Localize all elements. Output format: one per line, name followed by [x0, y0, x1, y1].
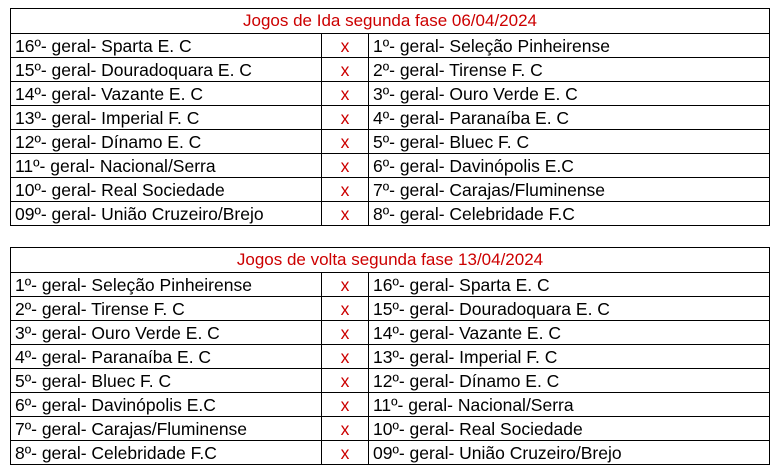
match-row [11, 321, 769, 345]
away-team: 5º- geral- Bluec F. C [369, 130, 770, 154]
match-row [11, 178, 769, 202]
versus-separator: x [322, 297, 369, 321]
match-row [11, 393, 769, 417]
home-team: 16º- geral- Sparta E. C [11, 34, 322, 58]
away-team: 2º- geral- Tirense F. C [369, 58, 770, 82]
home-team: 13º- geral- Imperial F. C [11, 106, 322, 130]
match-row [11, 297, 769, 321]
home-team: 5º- geral- Bluec F. C [11, 369, 322, 393]
match-row [11, 202, 769, 226]
second-leg-table [10, 247, 770, 465]
first-leg-matches [11, 34, 769, 225]
home-team: 10º- geral- Real Sociedade [11, 178, 322, 202]
first-leg-table [10, 8, 770, 226]
match-row [11, 82, 769, 106]
versus-separator: x [322, 321, 369, 345]
home-team: 12º- geral- Dínamo E. C [11, 130, 322, 154]
match-row [11, 34, 769, 58]
away-team: 6º- geral- Davinópolis E.C [369, 154, 770, 178]
away-team: 1º- geral- Seleção Pinheirense [373, 35, 610, 56]
versus-separator: x [322, 178, 369, 202]
home-team: 4º- geral- Paranaíba E. C [11, 345, 322, 369]
home-team: 14º- geral- Vazante E. C [11, 82, 322, 106]
away-team: 10º- geral- Real Sociedade [369, 417, 770, 441]
match-row [11, 130, 769, 154]
match-row [11, 106, 769, 130]
away-team: 16º- geral- Sparta E. C [373, 274, 550, 295]
away-team: 09º- geral- União Cruzeiro/Brejo [369, 441, 770, 465]
versus-separator: x [322, 417, 369, 441]
home-team: 8º- geral- Celebridade F.C [11, 441, 322, 465]
versus-separator: x [322, 202, 369, 226]
match-row [11, 417, 769, 441]
versus-separator: x [322, 393, 369, 417]
home-team: 15º- geral- Douradoquara E. C [11, 58, 322, 82]
away-team: 7º- geral- Carajas/Fluminense [369, 178, 770, 202]
home-team: 7º- geral- Carajas/Fluminense [11, 417, 322, 441]
second-leg-title: Jogos de volta segunda fase 13/04/2024 [11, 248, 769, 273]
home-team: 3º- geral- Ouro Verde E. C [11, 321, 322, 345]
versus-separator: x [322, 58, 369, 82]
away-team: 14º- geral- Vazante E. C [369, 321, 770, 345]
second-leg-matches [11, 273, 769, 464]
match-row [11, 273, 769, 297]
versus-separator: x [322, 441, 369, 465]
versus-separator: x [322, 345, 369, 369]
away-team: 3º- geral- Ouro Verde E. C [369, 82, 770, 106]
away-team: 4º- geral- Paranaíba E. C [369, 106, 770, 130]
versus-separator: x [322, 34, 369, 58]
away-team: 15º- geral- Douradoquara E. C [369, 297, 770, 321]
away-team: 12º- geral- Dínamo E. C [369, 369, 770, 393]
home-team: 1º- geral- Seleção Pinheirense [11, 273, 322, 297]
home-team: 09º- geral- União Cruzeiro/Brejo [11, 202, 322, 226]
match-row [11, 441, 769, 465]
versus-separator: x [322, 130, 369, 154]
versus-separator: x [322, 106, 369, 130]
match-row [11, 369, 769, 393]
versus-separator: x [322, 82, 369, 106]
match-row [11, 58, 769, 82]
versus-separator: x [322, 369, 369, 393]
match-row [11, 345, 769, 369]
home-team: 6º- geral- Davinópolis E.C [11, 393, 322, 417]
away-team: 13º- geral- Imperial F. C [369, 345, 770, 369]
match-row [11, 154, 769, 178]
first-leg-title: Jogos de Ida segunda fase 06/04/2024 [11, 9, 769, 34]
versus-separator: x [322, 273, 369, 297]
versus-separator: x [322, 154, 369, 178]
home-team: 11º- geral- Nacional/Serra [11, 154, 322, 178]
away-team: 8º- geral- Celebridade F.C [369, 202, 770, 226]
home-team: 2º- geral- Tirense F. C [11, 297, 322, 321]
away-team: 11º- geral- Nacional/Serra [369, 393, 770, 417]
